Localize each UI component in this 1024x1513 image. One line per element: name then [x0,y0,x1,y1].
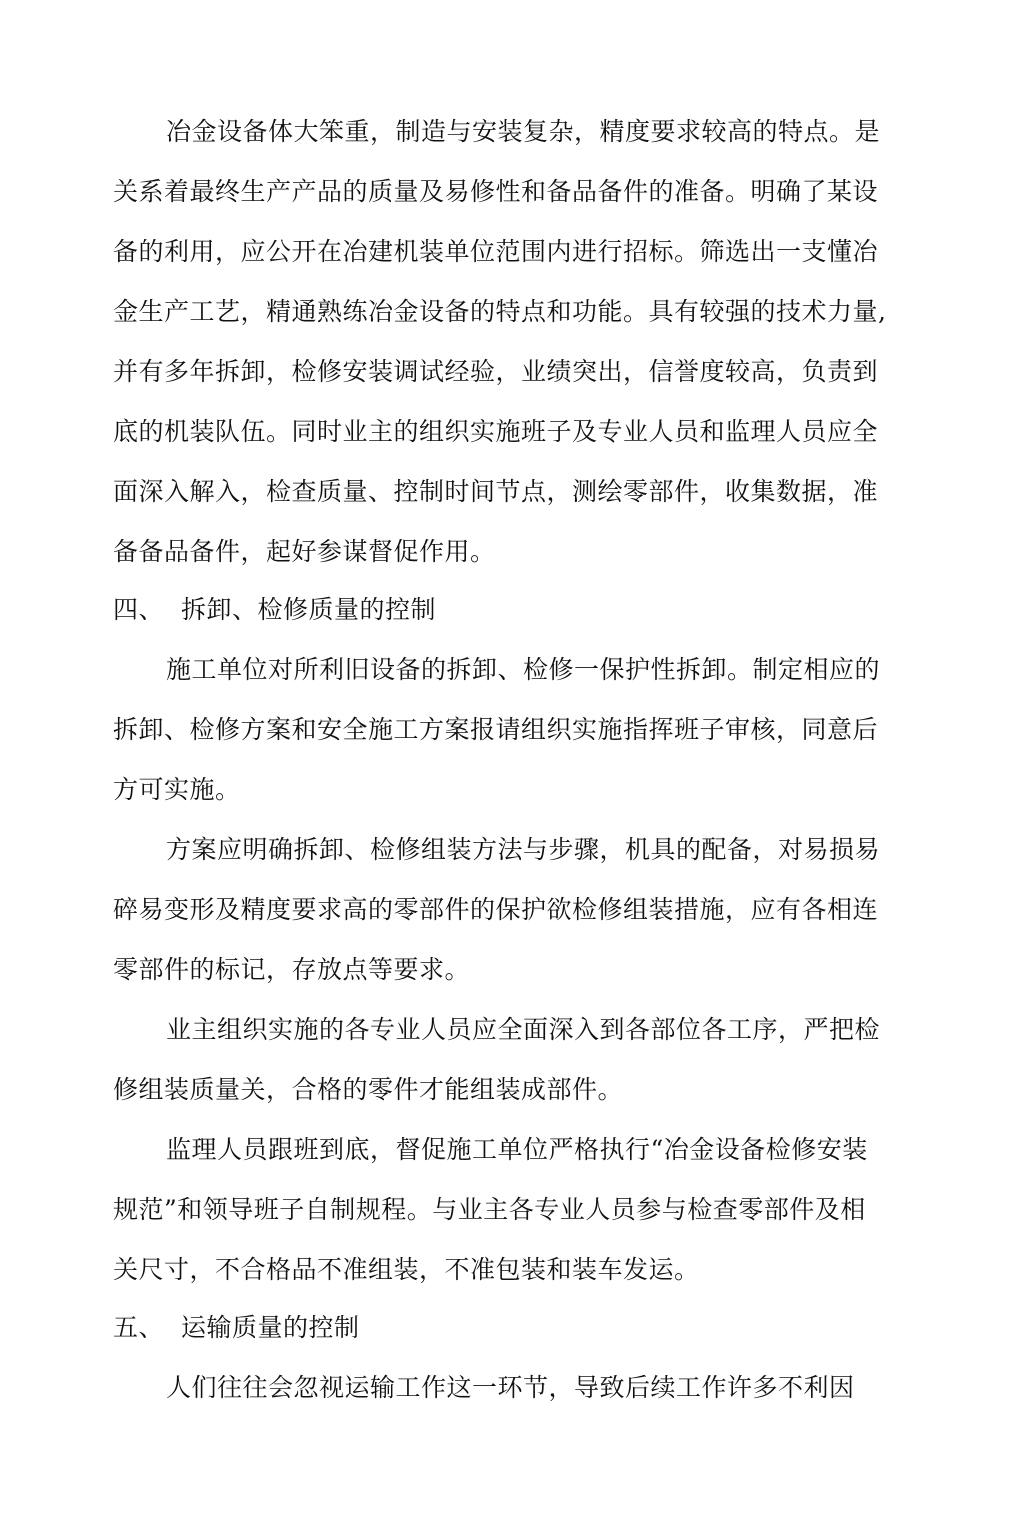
paragraph-5-line-1: 监理人员跟班到底，督促施工单位严格执行“冶金设备检修安装 [166,1135,868,1164]
paragraph-2-line-2: 拆卸、检修方案和安全施工方案报请组织实施指挥班子审核，同意后 [113,715,879,744]
paragraph-2-line-3: 方可实施。 [113,775,241,804]
paragraph-3-line-3: 零部件的标记，存放点等要求。 [113,955,471,984]
section-4-heading [113,595,436,625]
paragraph-4-line-1: 业主组织实施的各专业人员应全面深入到各部位各工序，严把检 [166,1015,881,1044]
paragraph-3-line-1: 方案应明确拆卸、检修组装方法与步骤，机具的配备，对易损易 [166,835,881,864]
paragraph-5-line-2: 规范”和领导班子自制规程。与业主各专业人员参与检查零部件及相 [113,1195,866,1224]
section-4-title: 拆卸、检修质量的控制 [181,595,437,624]
paragraph-5-line-3: 关尺寸，不合格品不准组装，不准包装和装车发运。 [113,1255,700,1284]
section-5-title: 运输质量的控制 [181,1313,360,1342]
paragraph-4-line-2: 修组装质量关，合格的零件才能组装成部件。 [113,1075,624,1104]
paragraph-1-line-7: 面深入解入，检查质量、控制时间节点，测绘零部件，收集数据，准 [113,477,879,506]
paragraph-1-line-3: 备的利用，应公开在冶建机装单位范围内进行招标。筛选出一支懂冶 [113,237,879,266]
paragraph-1-line-5: 并有多年拆卸，检修安装调试经验，业绩突出，信誉度较高，负责到 [113,357,879,386]
paragraph-2-line-1: 施工单位对所利旧设备的拆卸、检修一保护性拆卸。制定相应的 [166,655,881,684]
paragraph-1-line-6: 底的机装队伍。同时业主的组织实施班子及专业人员和监理人员应全 [113,417,879,446]
section-4-number: 四、 [113,595,165,624]
paragraph-1-line-1: 冶金设备体大笨重，制造与安装复杂，精度要求较高的特点。是 [166,117,881,146]
paragraph-3-line-2: 碎易变形及精度要求高的零部件的保护欲检修组装措施，应有各相连 [113,895,879,924]
section-5-number: 五、 [113,1313,165,1342]
paragraph-6-line-1: 人们往往会忽视运输工作这一环节，导致后续工作许多不利因 [166,1373,855,1402]
paragraph-1-line-2: 关系着最终生产产品的质量及易修性和备品备件的准备。明确了某设 [113,177,879,206]
paragraph-1-line-8: 备备品备件，起好参谋督促作用。 [113,537,496,566]
section-5-heading [113,1313,360,1343]
paragraph-1-line-4: 金生产工艺，精通熟练冶金设备的特点和功能。具有较强的技术力量, [113,297,887,326]
